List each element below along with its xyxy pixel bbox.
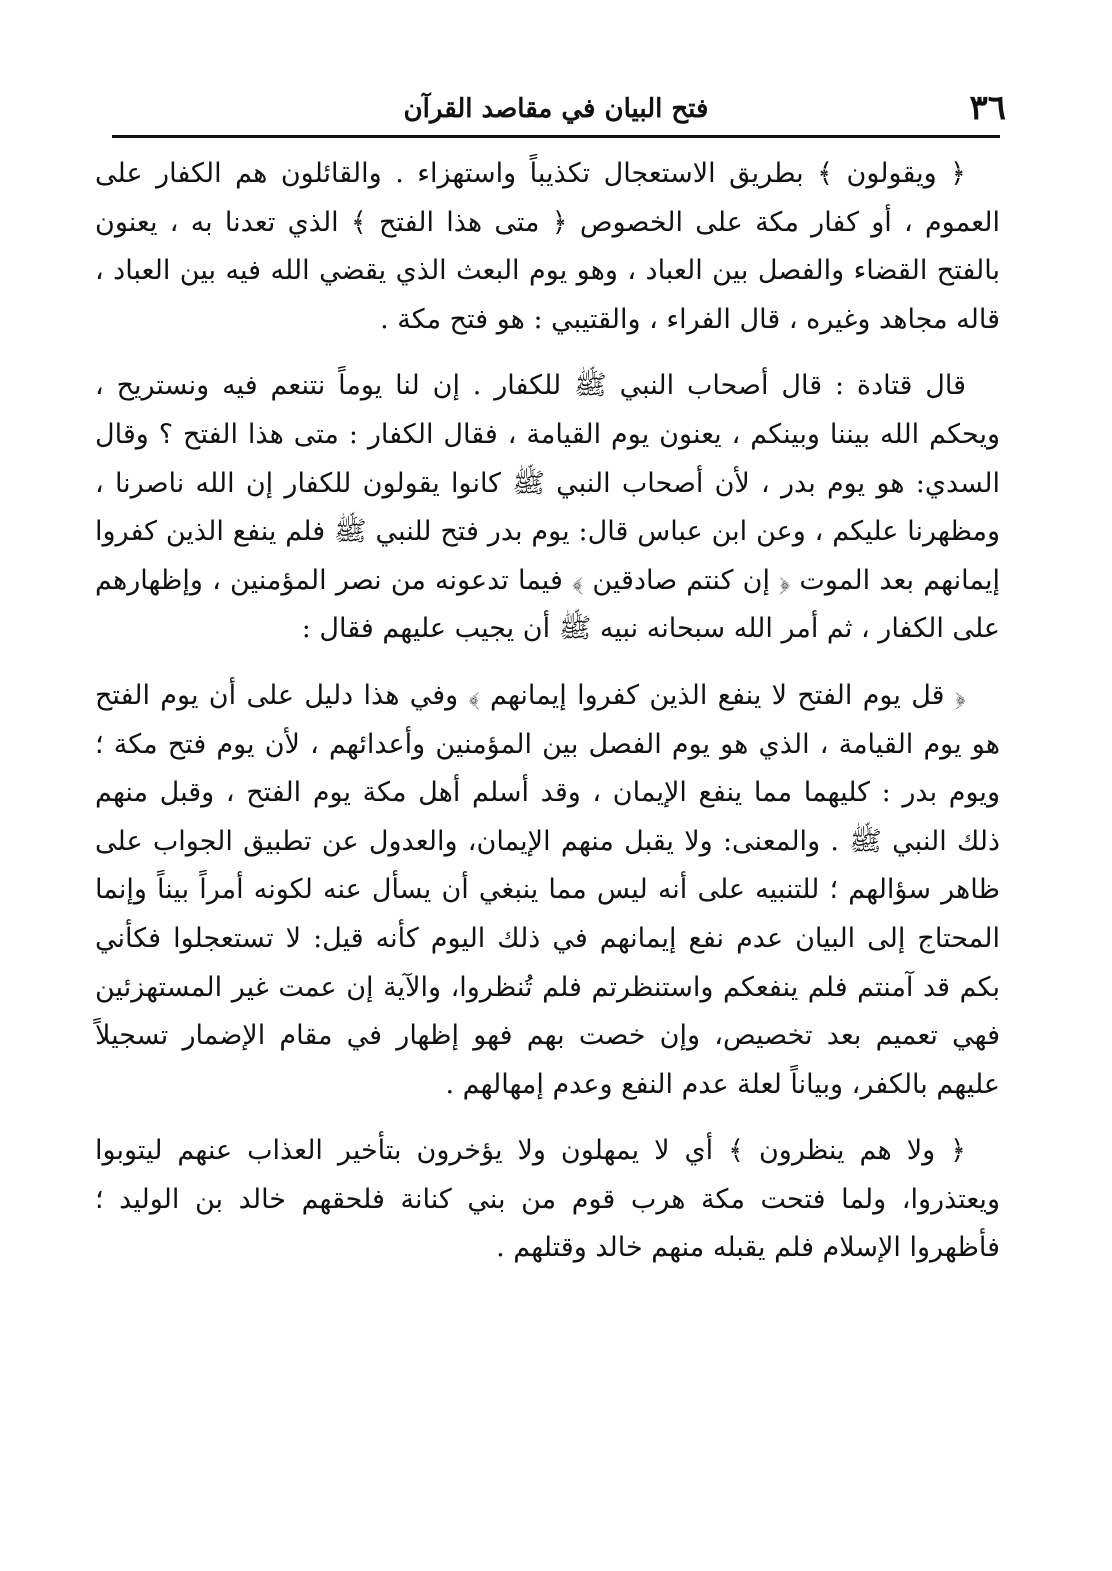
paragraph-2: قال قتادة : قال أصحاب النبي ﷺ للكفار . إن لنا يوماً نتنعم فيه ونستريح ، ويحكم الله بيننا وبينكم ، يعنون يوم القيامة ، فقال الكفار : متى هذا الفتح ؟ وقال السدي: هو يوم بدر ، لأن أصحاب النبي ﷺ كانوا يقولون للكفار إن الله ناصرنا ، ومظهرنا عليكم ، وعن ابن عباس قال: يوم بدر فتح للنبي ﷺ فلم ينفع الذين كفروا إيمانهم بعد الموت ﴿ إن كنتم صادقين ﴾ فيما تدعونه من نصر المؤمنين ، وإظهارهم على الكفار ، ثم أمر الله سبحانه نبيه ﷺ أن يجيب عليهم فقال : [95,370,1000,645]
page-header [100,84,1012,132]
header-divider [112,135,1000,138]
paragraph-1: ﴿ ويقولون ﴾ بطريق الاستعجال تكذيباً واستهزاء . والقائلون هم الكفار على العموم ، أو كفار مكة على الخصوص ﴿ متى هذا الفتح ﴾ الذي تعدنا به ، يعنون بالفتح القضاء والفصل بين العباد ، وهو يوم البعث الذي يقضي الله فيه بين العباد ، قاله مجاهد وغيره ، قال الفراء ، والقتيبي : هو فتح مكة . [95,158,1000,335]
paragraph-3: ﴿ قل يوم الفتح لا ينفع الذين كفروا إيمانهم ﴾ وفي هذا دليل على أن يوم الفتح هو يوم القيامة ، الذي هو يوم الفصل بين المؤمنين وأعدائهم ، لأن يوم فتح مكة ؛ ويوم بدر : كليهما مما ينفع الإيمان ، وقد أسلم أهل مكة يوم الفتح ، وقبل منهم ذلك النبي ﷺ . والمعنى: ولا يقبل منهم الإيمان، والعدول عن تطبيق الجواب على ظاهر سؤالهم ؛ للتنبيه على أنه ليس مما ينبغي أن يسأل عنه لكونه أمراً بيناً وإنما المحتاج إلى البيان عدم نفع إيمانهم في ذلك اليوم كأنه قيل: لا تستعجلوا فكأني بكم قد آمنتم فلم ينفعكم واستنظرتم فلم تُنظروا، والآية إن عمت غير المستهزئين فهي تعميم بعد تخصيص، وإن خصت بهم فهو إظهار في مقام الإضمار تسجيلاً عليهم بالكفر، وبياناً لعلة عدم النفع وعدم إمهالهم . [95,679,1000,1100]
running-title: فتح البيان في مقاصد القرآن [403,94,709,124]
page-body [95,150,1000,1273]
page-number: ٣٦ [969,88,1006,128]
paragraph-4: ﴿ ولا هم ينظرون ﴾ أي لا يمهلون ولا يؤخرون بتأخير العذاب عنهم ليتوبوا ويعتذروا، ولما فتحت مكة هرب قوم من بني كنانة فلحقهم خالد بن الوليد ؛ فأظهروا الإسلام فلم يقبله منهم خالد وقتلهم . [95,1135,1000,1264]
